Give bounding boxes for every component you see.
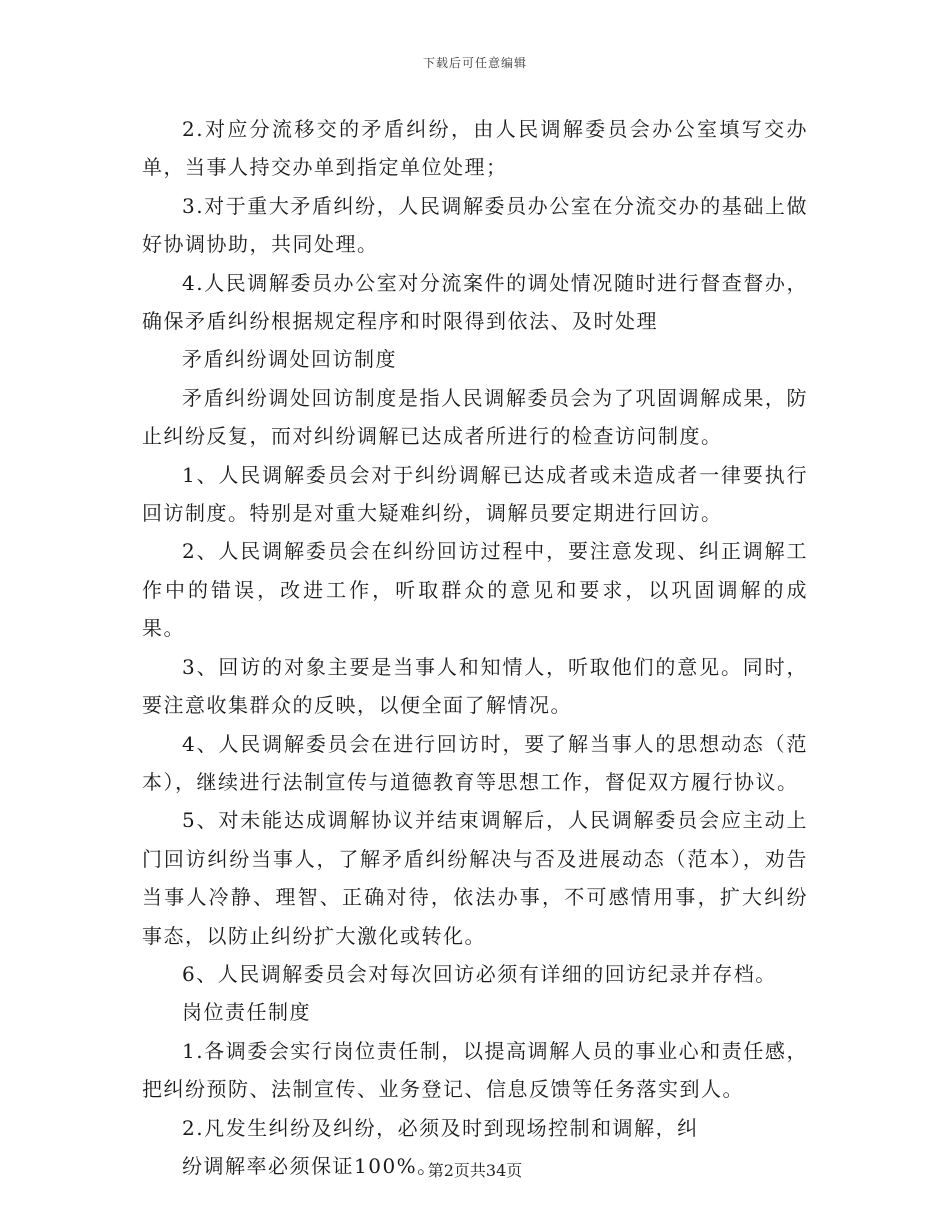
paragraph-11: 1.各调委会实行岗位责任制，以提高调解人员的事业心和责任感，把纠纷预防、法制宣传、业务登记、信息反馈等任务落实到人。 (142, 1038, 808, 1102)
document-body (142, 110, 808, 1185)
page-number: 第2页共34页 (427, 1161, 523, 1180)
paragraph-2: 3.对于重大矛盾纠纷，人民调解委员办公室在分流交办的基础上做好协调协助，共同处理。 (142, 193, 808, 257)
paragraph-10: 6、人民调解委员会对每次回访必须有详细的回访纪录并存档。 (182, 961, 777, 986)
page-header: 下载后可任意编辑 (422, 56, 527, 70)
paragraph-4: 矛盾纠纷调处回访制度是指人民调解委员会为了巩固调解成果，防止纠纷反复，而对纠纷调解已达成者所进行的检查访问制度。 (142, 385, 808, 449)
paragraph-3: 4.人民调解委员办公室对分流案件的调处情况随时进行督查督办，确保矛盾纠纷根据规定程序和时限得到依法、及时处理 (142, 270, 808, 334)
paragraph-5: 1、人民调解委员会对于纠纷调解已达成者或未造成者一律要执行回访制度。特别是对重大疑难纠纷，调解员要定期进行回访。 (142, 462, 808, 526)
paragraph-7: 3、回访的对象主要是当事人和知情人，听取他们的意见。同时，要注意收集群众的反映，以便全面了解情况。 (142, 654, 808, 718)
paragraph-9: 5、对未能达成调解协议并结束调解后，人民调解委员会应主动上门回访纠纷当事人，了解矛盾纠纷解决与否及进展动态（范本），劝告当事人冷静、理智、正确对待，依法办事，不可感情用事，扩大纠纷事态，以防止纠纷扩大激化或转化。 (142, 808, 808, 948)
paragraph-6: 2、人民调解委员会在纠纷回访过程中，要注意发现、纠正调解工作中的错误，改进工作，听取群众的意见和要求，以巩固调解的成果。 (142, 539, 808, 641)
paragraph-13: 纷调解率必须保证100%。 (182, 1153, 439, 1178)
section-heading-revisit: 矛盾纠纷调处回访制度 (182, 347, 397, 372)
paragraph-1: 2.对应分流移交的矛盾纠纷，由人民调解委员会办公室填写交办单，当事人持交办单到指定单位处理； (142, 117, 808, 180)
paragraph-12: 2.凡发生纠纷及纠纷，必须及时到现场控制和调解，纠 (182, 1115, 699, 1140)
section-heading-responsibility: 岗位责任制度 (182, 1000, 311, 1025)
paragraph-8: 4、人民调解委员会在进行回访时，要了解当事人的思想动态（范本），继续进行法制宣传与道德教育等思想工作，督促双方履行协议。 (142, 731, 808, 794)
